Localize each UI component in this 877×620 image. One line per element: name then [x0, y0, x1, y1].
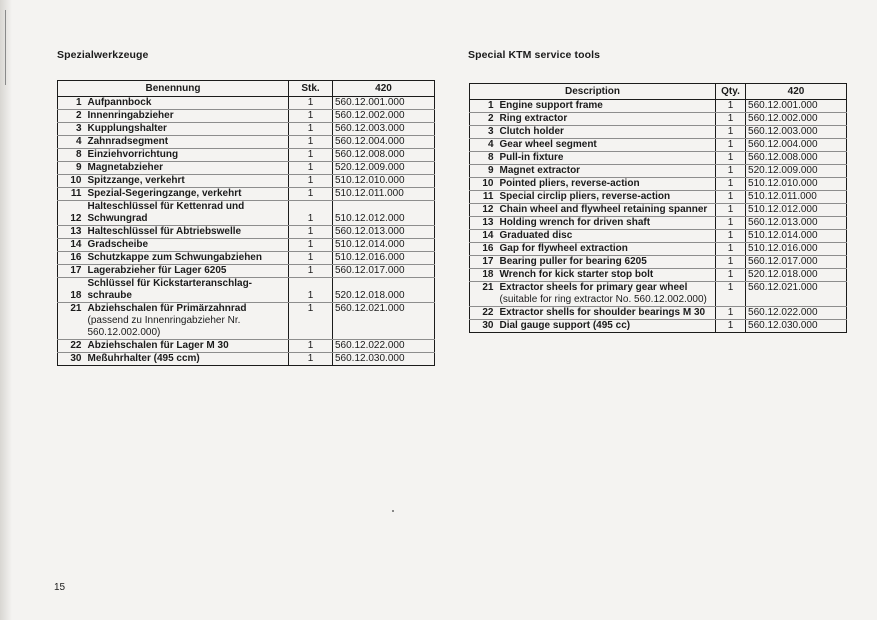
item-part-number: 560.12.003.000 [746, 126, 847, 139]
item-name: Holding wrench for driven shaft [499, 217, 651, 228]
item-number: 9 [58, 162, 86, 175]
item-part-number: 560.12.021.000 [746, 282, 847, 307]
item-part-number: 560.12.002.000 [746, 113, 847, 126]
item-name-cell [498, 320, 716, 333]
item-name-cell [86, 303, 289, 340]
item-part-number: 520.12.018.000 [746, 269, 847, 282]
table-row [58, 188, 435, 201]
item-name: Meßuhrhalter (495 ccm) [87, 353, 200, 364]
item-name: Wrench for kick starter stop bolt [499, 269, 654, 280]
page-number: 15 [54, 582, 66, 593]
item-qty: 1 [289, 149, 333, 162]
item-qty: 1 [289, 226, 333, 239]
table-row [470, 243, 847, 256]
item-qty: 1 [289, 162, 333, 175]
table-row [58, 123, 435, 136]
item-name-cell [86, 188, 289, 201]
item-part-number: 560.12.008.000 [746, 152, 847, 165]
item-name: Spitzzange, verkehrt [87, 175, 185, 186]
item-number: 30 [70, 353, 82, 364]
item-name: Schlüssel für Kickstarteranschlag-schraube [87, 278, 253, 301]
tools-table-german [57, 80, 435, 366]
table-row [58, 278, 435, 303]
item-number: 12 [470, 204, 498, 217]
table-row [470, 126, 847, 139]
item-name: Graduated disc [499, 230, 573, 241]
item-number: 22 [470, 307, 498, 320]
col-header-part: 420 [333, 81, 435, 97]
table-row [470, 307, 847, 320]
item-qty: 1 [289, 136, 333, 149]
table-row [58, 201, 435, 226]
item-name-cell [86, 201, 289, 226]
table-body [470, 100, 847, 333]
col-header-qty: Stk. [289, 81, 333, 97]
table-row [58, 265, 435, 278]
item-part-number: 560.12.017.000 [333, 265, 435, 278]
item-part-number: 560.12.013.000 [333, 226, 435, 239]
item-part-number: 520.12.018.000 [333, 278, 435, 303]
item-name-cell [498, 152, 716, 165]
item-part-number: 560.12.001.000 [746, 100, 847, 113]
item-part-number: 560.12.030.000 [335, 353, 405, 364]
col-header-name: Description [470, 84, 716, 100]
item-name-cell [498, 178, 716, 191]
item-name-cell [498, 100, 716, 113]
item-qty: 1 [716, 191, 746, 204]
tools-table-english [469, 83, 847, 333]
item-number: 17 [58, 265, 86, 278]
item-name-cell [86, 175, 289, 188]
item-name: Gradscheibe [87, 239, 149, 250]
item-name-cell [86, 239, 289, 252]
table-row [58, 136, 435, 149]
heading-german: Spezialwerkzeuge [57, 49, 149, 61]
item-qty: 1 [716, 230, 746, 243]
item-part-number: 560.12.008.000 [333, 149, 435, 162]
item-name: Extractor sheels for primary gear wheel [499, 282, 688, 293]
item-qty: 1 [716, 243, 746, 256]
item-number: 8 [58, 149, 86, 162]
item-qty: 1 [716, 178, 746, 191]
item-part-number: 510.12.010.000 [746, 178, 847, 191]
item-name-cell [86, 136, 289, 149]
item-note: (passend zu Innenringabzieher Nr. 560.12.002.000) [87, 315, 241, 338]
item-number: 3 [58, 123, 86, 136]
item-number: 2 [470, 113, 498, 126]
item-name: Abziehschalen für Primärzahnrad [87, 303, 247, 314]
item-part-number: 520.12.009.000 [746, 165, 847, 178]
item-qty: 1 [716, 152, 746, 165]
table-row [470, 113, 847, 126]
item-number: 4 [470, 139, 498, 152]
item-part-number: 510.12.011.000 [333, 188, 435, 201]
item-name: Chain wheel and flywheel retaining spanner [499, 204, 708, 215]
item-qty: 1 [289, 303, 333, 340]
table-row [58, 340, 435, 353]
item-qty: 1 [716, 256, 746, 269]
item-qty: 1 [289, 110, 333, 123]
item-part-number: 560.12.004.000 [746, 139, 847, 152]
item-name: Einziehvorrichtung [87, 149, 179, 160]
item-name-cell [86, 162, 289, 175]
item-qty: 1 [289, 188, 333, 201]
item-note: (suitable for ring extractor No. 560.12.002.000) [499, 294, 707, 305]
item-name: Halteschlüssel für Kettenrad und Schwungrad [87, 201, 245, 224]
item-name-cell [498, 217, 716, 230]
item-qty: 1 [716, 217, 746, 230]
item-name-cell [86, 97, 289, 110]
item-part-number: 560.12.022.000 [333, 340, 435, 353]
item-name-cell [86, 265, 289, 278]
item-part-number: 560.12.021.000 [333, 303, 435, 340]
item-name-cell [498, 243, 716, 256]
item-qty: 1 [716, 165, 746, 178]
item-name-cell [86, 340, 289, 353]
item-name-cell [86, 353, 289, 366]
item-name: Clutch holder [499, 126, 564, 137]
item-number: 11 [58, 188, 86, 201]
item-part-number: 510.12.012.000 [746, 204, 847, 217]
item-number: 22 [58, 340, 86, 353]
table-row [470, 320, 847, 333]
item-name: Ring extractor [499, 113, 568, 124]
item-qty: 1 [716, 139, 746, 152]
item-part-number: 510.12.014.000 [746, 230, 847, 243]
item-number: 17 [470, 256, 498, 269]
item-name-cell [498, 269, 716, 282]
item-name-cell [498, 282, 716, 307]
item-qty: 1 [289, 252, 333, 265]
item-part-number: 560.12.003.000 [333, 123, 435, 136]
paper-speck [392, 510, 394, 512]
item-name: Innenringabzieher [87, 110, 174, 121]
table-row [470, 217, 847, 230]
item-name-cell [86, 278, 289, 303]
item-qty: 1 [716, 113, 746, 126]
item-name: Pull-in fixture [499, 152, 564, 163]
item-qty: 1 [289, 239, 333, 252]
item-part-number: 560.12.030.000 [748, 320, 818, 331]
item-name: Spezial-Segeringzange, verkehrt [87, 188, 242, 199]
item-part-number: 510.12.016.000 [333, 252, 435, 265]
table-row [58, 110, 435, 123]
table-row [470, 178, 847, 191]
item-qty: 1 [716, 204, 746, 217]
item-name-cell [498, 256, 716, 269]
item-number: 30 [482, 320, 494, 331]
item-number: 10 [58, 175, 86, 188]
item-name-cell [498, 307, 716, 320]
table-row [470, 165, 847, 178]
table-row [58, 239, 435, 252]
item-name: Bearing puller for bearing 6205 [499, 256, 647, 267]
item-part-number: 510.12.011.000 [746, 191, 847, 204]
item-qty: 1 [289, 265, 333, 278]
item-name-cell [498, 126, 716, 139]
item-qty: 1 [289, 278, 333, 303]
item-name-cell [86, 149, 289, 162]
item-name-cell [86, 123, 289, 136]
table-header-row [58, 81, 435, 97]
item-number: 18 [470, 269, 498, 282]
item-number: 14 [58, 239, 86, 252]
item-name: Lagerabzieher für Lager 6205 [87, 265, 227, 276]
table-row [470, 269, 847, 282]
item-qty: 1 [716, 269, 746, 282]
item-part-number: 510.12.010.000 [333, 175, 435, 188]
item-qty: 1 [716, 320, 746, 333]
table-row [58, 303, 435, 340]
heading-english: Special KTM service tools [468, 49, 601, 61]
item-qty: 1 [289, 123, 333, 136]
item-name: Magnetabzieher [87, 162, 164, 173]
item-name: Schutzkappe zum Schwungabziehen [87, 252, 262, 263]
item-part-number: 510.12.012.000 [333, 201, 435, 226]
item-name: Special circlip pliers, reverse-action [499, 191, 671, 202]
item-name-cell [86, 110, 289, 123]
table-row [58, 226, 435, 239]
col-header-qty: Qty. [716, 84, 746, 100]
item-number: 4 [58, 136, 86, 149]
item-number: 9 [470, 165, 498, 178]
item-name: Dial gauge support (495 cc) [499, 320, 631, 331]
item-qty: 1 [289, 353, 333, 366]
item-number: 3 [470, 126, 498, 139]
table-row [58, 175, 435, 188]
item-number: 16 [470, 243, 498, 256]
col-header-name: Benennung [58, 81, 289, 97]
table-row [58, 149, 435, 162]
item-number: 21 [470, 282, 498, 307]
item-name: Engine support frame [499, 100, 603, 111]
item-name-cell [498, 139, 716, 152]
table-row [470, 204, 847, 217]
item-number: 13 [470, 217, 498, 230]
table-row [470, 282, 847, 307]
item-name: Halteschlüssel für Abtriebswelle [87, 226, 242, 237]
item-number: 1 [58, 97, 86, 110]
item-number: 10 [470, 178, 498, 191]
item-name-cell [498, 165, 716, 178]
item-number: 11 [470, 191, 498, 204]
item-name-cell [86, 252, 289, 265]
table-row [58, 162, 435, 175]
item-name-cell [498, 191, 716, 204]
item-part-number: 560.12.001.000 [333, 97, 435, 110]
item-number: 21 [58, 303, 86, 340]
item-number: 8 [470, 152, 498, 165]
item-qty: 1 [289, 201, 333, 226]
item-part-number: 560.12.004.000 [333, 136, 435, 149]
table-header-row [470, 84, 847, 100]
item-number: 18 [58, 278, 86, 303]
table-row [470, 256, 847, 269]
page-edge-line [5, 10, 6, 85]
item-number: 13 [58, 226, 86, 239]
item-part-number: 560.12.013.000 [746, 217, 847, 230]
item-part-number: 510.12.016.000 [746, 243, 847, 256]
col-header-part: 420 [746, 84, 847, 100]
table-body [58, 97, 435, 366]
item-name: Kupplungshalter [87, 123, 167, 134]
table-row [470, 152, 847, 165]
item-part-number: 560.12.002.000 [333, 110, 435, 123]
item-number: 16 [58, 252, 86, 265]
item-name-cell [86, 226, 289, 239]
item-part-number: 510.12.014.000 [333, 239, 435, 252]
page-fold-shadow [0, 0, 12, 620]
item-qty: 1 [716, 282, 746, 307]
item-number: 2 [58, 110, 86, 123]
item-name-cell [498, 113, 716, 126]
item-name-cell [498, 204, 716, 217]
item-name: Zahnradsegment [87, 136, 169, 147]
table-row [58, 97, 435, 110]
table-row [58, 353, 435, 366]
item-part-number: 520.12.009.000 [333, 162, 435, 175]
item-name: Gap for flywheel extraction [499, 243, 628, 254]
item-name: Pointed pliers, reverse-action [499, 178, 640, 189]
item-number: 14 [470, 230, 498, 243]
item-name: Magnet extractor [499, 165, 581, 176]
item-name: Gear wheel segment [499, 139, 597, 150]
item-name: Aufpannbock [87, 97, 152, 108]
item-qty: 1 [716, 307, 746, 320]
item-qty: 1 [289, 97, 333, 110]
item-qty: 1 [289, 175, 333, 188]
table-row [470, 230, 847, 243]
table-row [470, 139, 847, 152]
item-name: Abziehschalen für Lager M 30 [87, 340, 229, 351]
item-number: 12 [58, 201, 86, 226]
item-qty: 1 [289, 340, 333, 353]
item-part-number: 560.12.022.000 [746, 307, 847, 320]
item-qty: 1 [716, 100, 746, 113]
table-row [58, 252, 435, 265]
item-qty: 1 [716, 126, 746, 139]
item-number: 1 [470, 100, 498, 113]
item-name: Extractor shells for shoulder bearings M 30 [499, 307, 706, 318]
table-row [470, 191, 847, 204]
item-name-cell [498, 230, 716, 243]
item-part-number: 560.12.017.000 [746, 256, 847, 269]
table-row [470, 100, 847, 113]
